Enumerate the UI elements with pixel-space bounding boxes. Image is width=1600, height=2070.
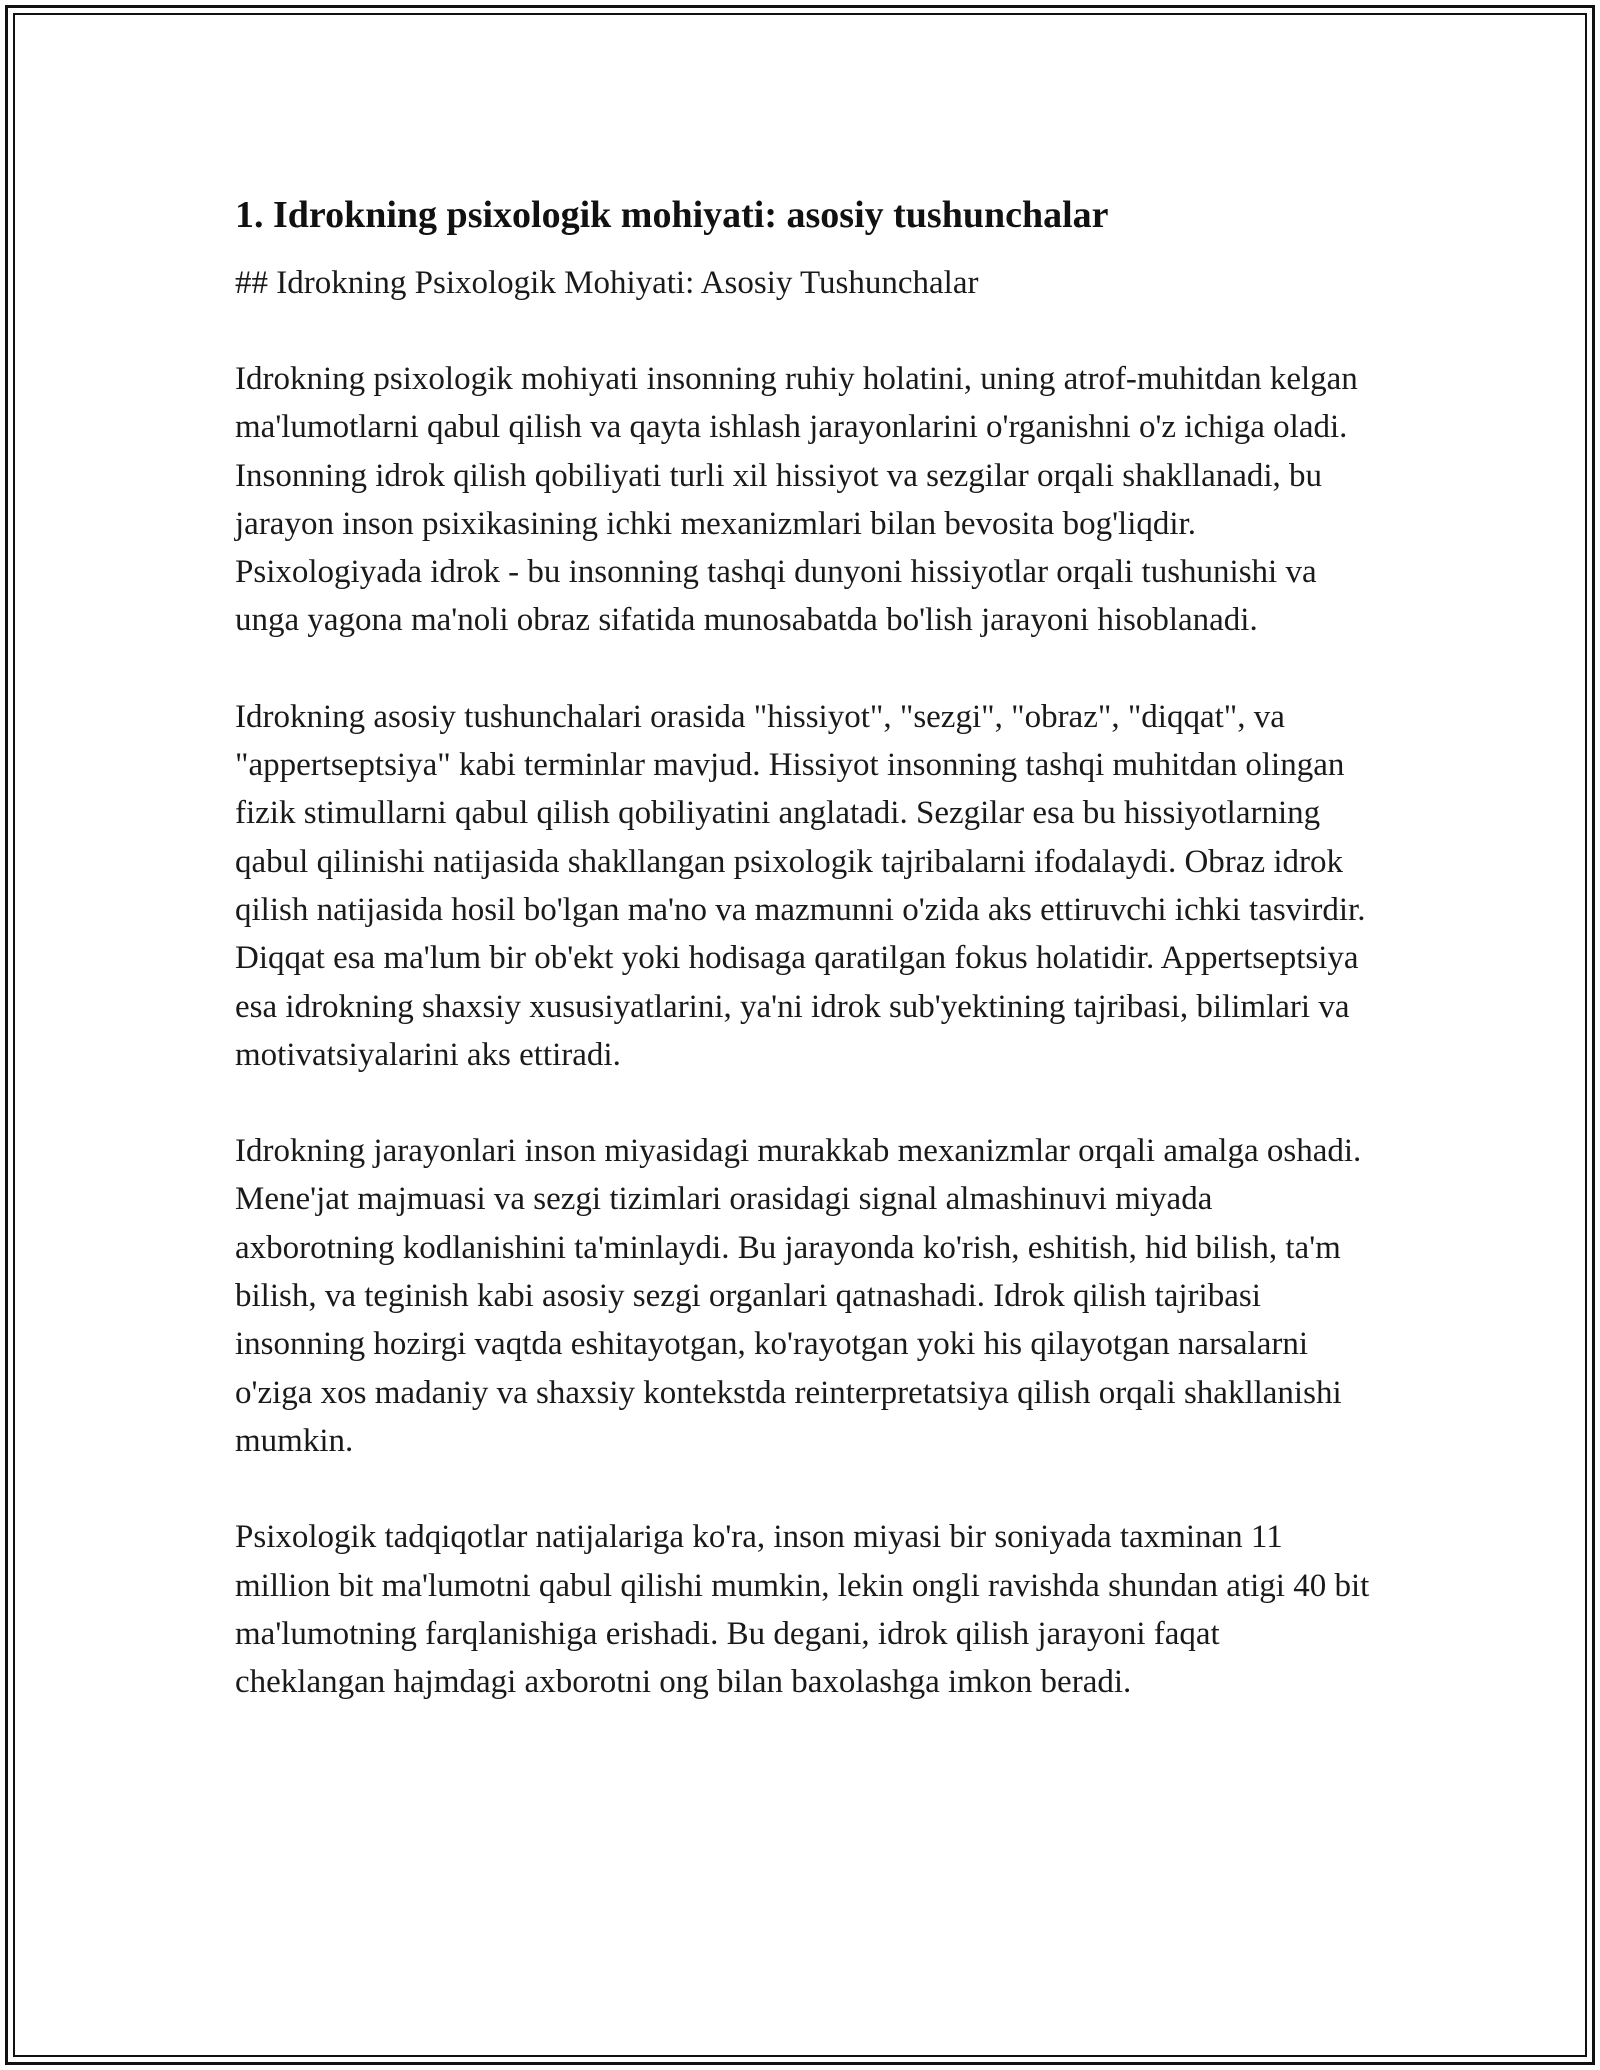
paragraph-4: Psixologik tadqiqotlar natijalariga ko'ra, inson miyasi bir soniyada taxminan 11 million bit ma'lumotni qabul qilishi mumkin, lekin ongli ravishda shundan atigi 40 bit ma'lumotning farqlanishiga erishadi. Bu degani, idrok qilish jarayoni faqat cheklangan hajmdagi axborotni ong bilan baxolashga imkon beradi. xyxy=(235,1519,1370,1701)
paragraph-1: Idrokning psixologik mohiyati insonning ruhiy holatini, uning atrof-muhitdan kelgan ma'lumotlarni qabul qilish va qayta ishlash jarayonlarini o'rganishni o'z ichiga oladi. Insonning idrok qilish qobiliyati turli xil hissiyot va sezgilar orqali shakllanadi, bu jarayon inson psixikasining ichki mexanizmlari bilan bevosita bog'liqdir. Psixologiyada idrok - bu insonning tashqi dunyoni hissiyotlar orqali tushunishi va unga yagona ma'noli obraz sifatida munosabatda bo'lish jarayoni hisoblanadi. xyxy=(235,361,1358,639)
document-subtitle: ## Idrokning Psixologik Mohiyati: Asosiy Tushunchalar xyxy=(235,265,979,301)
paragraph-2: Idrokning asosiy tushunchalari orasida "hissiyot", "sezgi", "obraz", "diqqat", va "appertseptsiya" kabi terminlar mavjud. Hissiyot insonning tashqi muhitdan olingan fizik stimullarni qabul qilish qobiliyatini anglatadi. Sezgilar esa bu hissiyotlarning qabul qilinishi natijasida shakllangan psixologik tajribalarni ifodalaydi. Obraz idrok qilish natijasida hosil bo'lgan ma'no va mazmunni o'zida aks ettiruvchi ichki tasvirdir. Diqqat esa ma'lum bir ob'ekt yoki hodisaga qaratilgan fokus holatidir. Appertseptsiya esa idrokning shaxsiy xususiyatlarini, ya'ni idrok sub'yektining tajribasi, bilimlari va motivatsiyalarini aks ettiradi. xyxy=(235,698,1366,1073)
paragraph-3: Idrokning jarayonlari inson miyasidagi murakkab mexanizmlar orqali amalga oshadi. Mene'jat majmuasi va sezgi tizimlari orasidagi signal almashinuvi miyada axborotning kodlanishini ta'minlaydi. Bu jarayonda ko'rish, eshitish, hid bilish, ta'm bilish, va teginish kabi asosiy sezgi organlari qatnashadi. Idrok qilish tajribasi insonning hozirgi vaqtda eshitayotgan, ko'rayotgan yoki his qilayotgan narsalarni o'ziga xos madaniy va shaxsiy kontekstda reinterpretatsiya qilish orqali shakllanishi mumkin. xyxy=(235,1133,1362,1459)
document-body xyxy=(235,182,1370,1706)
document-title: 1. Idrokning psixologik mohiyati: asosiy tushunchalar xyxy=(235,194,1109,236)
